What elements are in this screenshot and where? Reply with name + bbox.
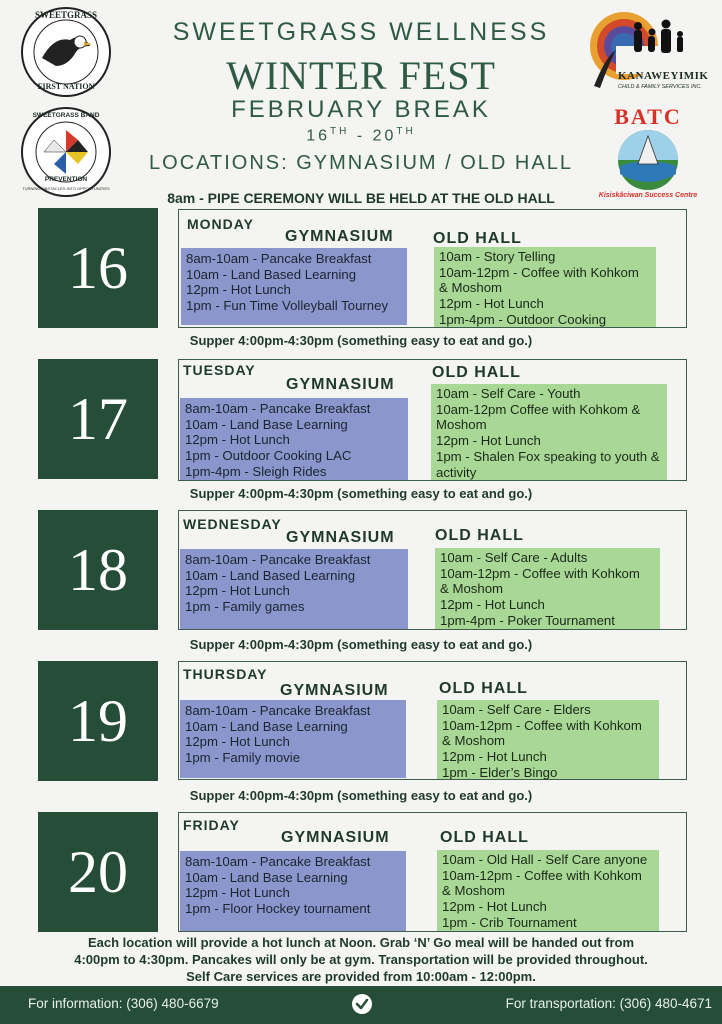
header-organization: SWEETGRASS WELLNESS: [172, 18, 550, 46]
schedule-item: 12pm - Hot Lunch: [185, 432, 290, 448]
schedule-item: 1pm - Family games: [185, 599, 305, 615]
schedule-item: 1pm - Elder’s Bingo: [442, 764, 558, 780]
day-name: THURSDAY: [183, 666, 268, 682]
schedule-item: 10am-12pm - Coffee with Kohkom: [440, 565, 640, 581]
schedule-item: 12pm - Hot Lunch: [442, 749, 547, 765]
schedule-item: 10am-12pm - Coffee with Kohkom: [442, 717, 642, 733]
schedule-item: 12pm - Hot Lunch: [436, 433, 541, 449]
sweetgrass-logo-bottom-text: FIRST NATION: [37, 82, 95, 91]
old-hall-heading: OLD HALL: [435, 527, 524, 544]
schedule-item: 8am-10am - Pancake Breakfast: [185, 854, 371, 869]
old-hall-heading: OLD HALL: [440, 829, 529, 846]
schedule-item: & Moshom: [442, 883, 506, 899]
kanaweyimik-subtitle: CHILD & FAMILY SERVICES INC.: [618, 84, 702, 90]
date-end-suffix: TH: [396, 126, 416, 137]
schedule-item: 10am-12pm - Coffee with Kohkom: [442, 867, 642, 883]
supper-note: Supper 4:00pm-4:30pm (something easy to eat and go.): [189, 637, 533, 652]
sweetgrass-logo-top-text: SWEETGRASS: [34, 10, 98, 20]
supper-note: Supper 4:00pm-4:30pm (something easy to eat and go.): [189, 333, 533, 348]
schedule-item: 10am - Self Care - Adults: [440, 550, 588, 565]
schedule-item: 1pm - Fun Time Volleyball Tourney: [186, 298, 389, 314]
gymnasium-schedule: [180, 549, 408, 629]
schedule-item: 10am - Land Base Learning: [185, 869, 348, 885]
transportation-phone: For transportation: (306) 480-4671: [505, 996, 712, 1011]
day-name: MONDAY: [187, 216, 254, 232]
schedule-item: activity: [436, 464, 477, 480]
schedule-item: 1pm - Outdoor Cooking LAC: [185, 448, 352, 464]
kanaweyimik-name: KANAWEYIMIK: [618, 70, 709, 82]
day-panel-wednesday: [178, 510, 687, 630]
gymnasium-heading: GYMNASIUM: [286, 376, 395, 393]
schedule-item: 1pm-4pm - Sleigh Rides: [185, 463, 327, 479]
old-hall-schedule: [435, 548, 660, 629]
old-hall-schedule: [437, 700, 659, 779]
schedule-item: 8am-10am - Pancake Breakfast: [186, 251, 372, 266]
gymnasium-heading: GYMNASIUM: [285, 228, 394, 245]
schedule-item: 10am-12pm - Coffee with Kohkom: [439, 264, 639, 280]
date-start: 16: [306, 127, 331, 145]
info-line: Self Care services are provided from 10:00am - 12:00pm.: [186, 969, 536, 984]
schedule-item: 12pm - Hot Lunch: [186, 282, 291, 298]
schedule-item: 12pm - Hot Lunch: [185, 885, 290, 901]
old-hall-schedule: [434, 247, 656, 327]
date-end: 20: [372, 127, 397, 145]
event-subtitle: FEBRUARY BREAK: [231, 96, 491, 123]
event-locations: LOCATIONS: GYMNASIUM / OLD HALL: [149, 152, 573, 174]
schedule-item: 10am-12pm Coffee with Kohkom &: [436, 401, 641, 417]
schedule-item: 10am - Old Hall - Self Care anyone: [442, 852, 648, 867]
footer-bar: [0, 986, 722, 1024]
band-logo-mid-text: PREVENTION: [44, 176, 88, 183]
supper-note: Supper 4:00pm-4:30pm (something easy to eat and go.): [189, 788, 533, 803]
day-panel-tuesday: [178, 359, 687, 481]
band-logo-top-text: SWEETGRASS BAND: [32, 112, 100, 119]
band-logo-bottom-text: TURNING OBSTACLES INTO OPPORTUNITIES: [22, 186, 110, 191]
schedule-item: Moshom: [436, 417, 487, 433]
schedule-item: 8am-10am - Pancake Breakfast: [185, 703, 371, 718]
schedule-item: 10am - Land Based Learning: [185, 567, 356, 583]
schedule-item: 10am - Self Care - Youth: [436, 386, 581, 401]
event-title: WINTER FEST: [226, 53, 496, 98]
day-number-16: 16: [38, 208, 158, 328]
day-name: FRIDAY: [183, 817, 240, 833]
event-dates: [0, 126, 722, 145]
day-name: TUESDAY: [183, 362, 256, 378]
gymnasium-schedule: [180, 851, 406, 931]
old-hall-schedule: [431, 384, 667, 480]
gymnasium-schedule: [180, 700, 406, 778]
day-panel-monday: [178, 209, 687, 328]
old-hall-heading: OLD HALL: [439, 680, 528, 697]
schedule-item: & Moshom: [440, 581, 504, 597]
schedule-item: 1pm-4pm - Poker Tournament: [440, 612, 615, 628]
gymnasium-heading: GYMNASIUM: [286, 529, 395, 546]
schedule-item: 8am-10am - Pancake Breakfast: [185, 552, 371, 567]
day-name: WEDNESDAY: [183, 516, 282, 532]
schedule-item: 12pm - Hot Lunch: [442, 899, 547, 915]
day-panel-friday: [178, 812, 687, 932]
old-hall-heading: OLD HALL: [433, 230, 522, 247]
gymnasium-heading: GYMNASIUM: [280, 682, 389, 699]
info-line: Each location will provide a hot lunch at Noon. Grab ‘N’ Go meal will be handed out from: [87, 935, 635, 950]
schedule-item: 1pm - Crib Tournament: [442, 914, 577, 930]
pipe-ceremony-note: 8am - PIPE CEREMONY WILL BE HELD AT THE OLD HALL: [167, 190, 555, 206]
schedule-item: 10am - Story Telling: [439, 249, 556, 264]
schedule-item: 8am-10am - Pancake Breakfast: [185, 401, 371, 416]
schedule-item: 10am - Land Base Learning: [185, 718, 348, 734]
schedule-item: 1pm - Shalen Fox speaking to youth &: [436, 448, 660, 464]
schedule-item: 10am - Land Based Learning: [186, 266, 357, 282]
schedule-item: 1pm - Family movie: [185, 750, 301, 766]
schedule-item: 1pm-4pm - Outdoor Cooking: [439, 311, 607, 327]
batc-subtitle: Kisiskâciwan Success Centre: [598, 192, 698, 199]
schedule-item: 12pm - Hot Lunch: [185, 583, 290, 599]
old-hall-heading: OLD HALL: [432, 364, 521, 381]
information-phone: For information: (306) 480-6679: [28, 996, 219, 1011]
batc-title: BATC: [614, 104, 682, 129]
schedule-item: 12pm - Hot Lunch: [439, 296, 544, 312]
info-line: 4:00pm to 4:30pm. Pancakes will only be at gym. Transportation will be provided throughout.: [74, 952, 648, 967]
day-number-17: 17: [38, 359, 158, 479]
date-separator: -: [349, 127, 373, 145]
gymnasium-heading: GYMNASIUM: [281, 829, 390, 846]
gymnasium-schedule: [181, 248, 407, 325]
schedule-item: 10am - Land Base Learning: [185, 416, 348, 432]
schedule-item: & Moshom: [439, 280, 503, 296]
day-number-19: 19: [38, 661, 158, 781]
schedule-item: & Moshom: [442, 733, 506, 749]
schedule-item: 12pm - Hot Lunch: [185, 734, 290, 750]
day-panel-thursday: [178, 661, 687, 780]
supper-note: Supper 4:00pm-4:30pm (something easy to eat and go.): [189, 486, 533, 501]
date-start-suffix: TH: [330, 126, 350, 137]
old-hall-schedule: [437, 850, 659, 931]
general-information: [0, 934, 722, 985]
schedule-item: 10am - Self Care - Elders: [442, 702, 591, 717]
day-number-20: 20: [38, 812, 158, 932]
day-number-18: 18: [38, 510, 158, 630]
schedule-item: 1pm - Floor Hockey tournament: [185, 901, 371, 917]
gymnasium-schedule: [180, 398, 408, 480]
checkmark-icon: [352, 994, 372, 1014]
schedule-item: 12pm - Hot Lunch: [440, 597, 545, 613]
